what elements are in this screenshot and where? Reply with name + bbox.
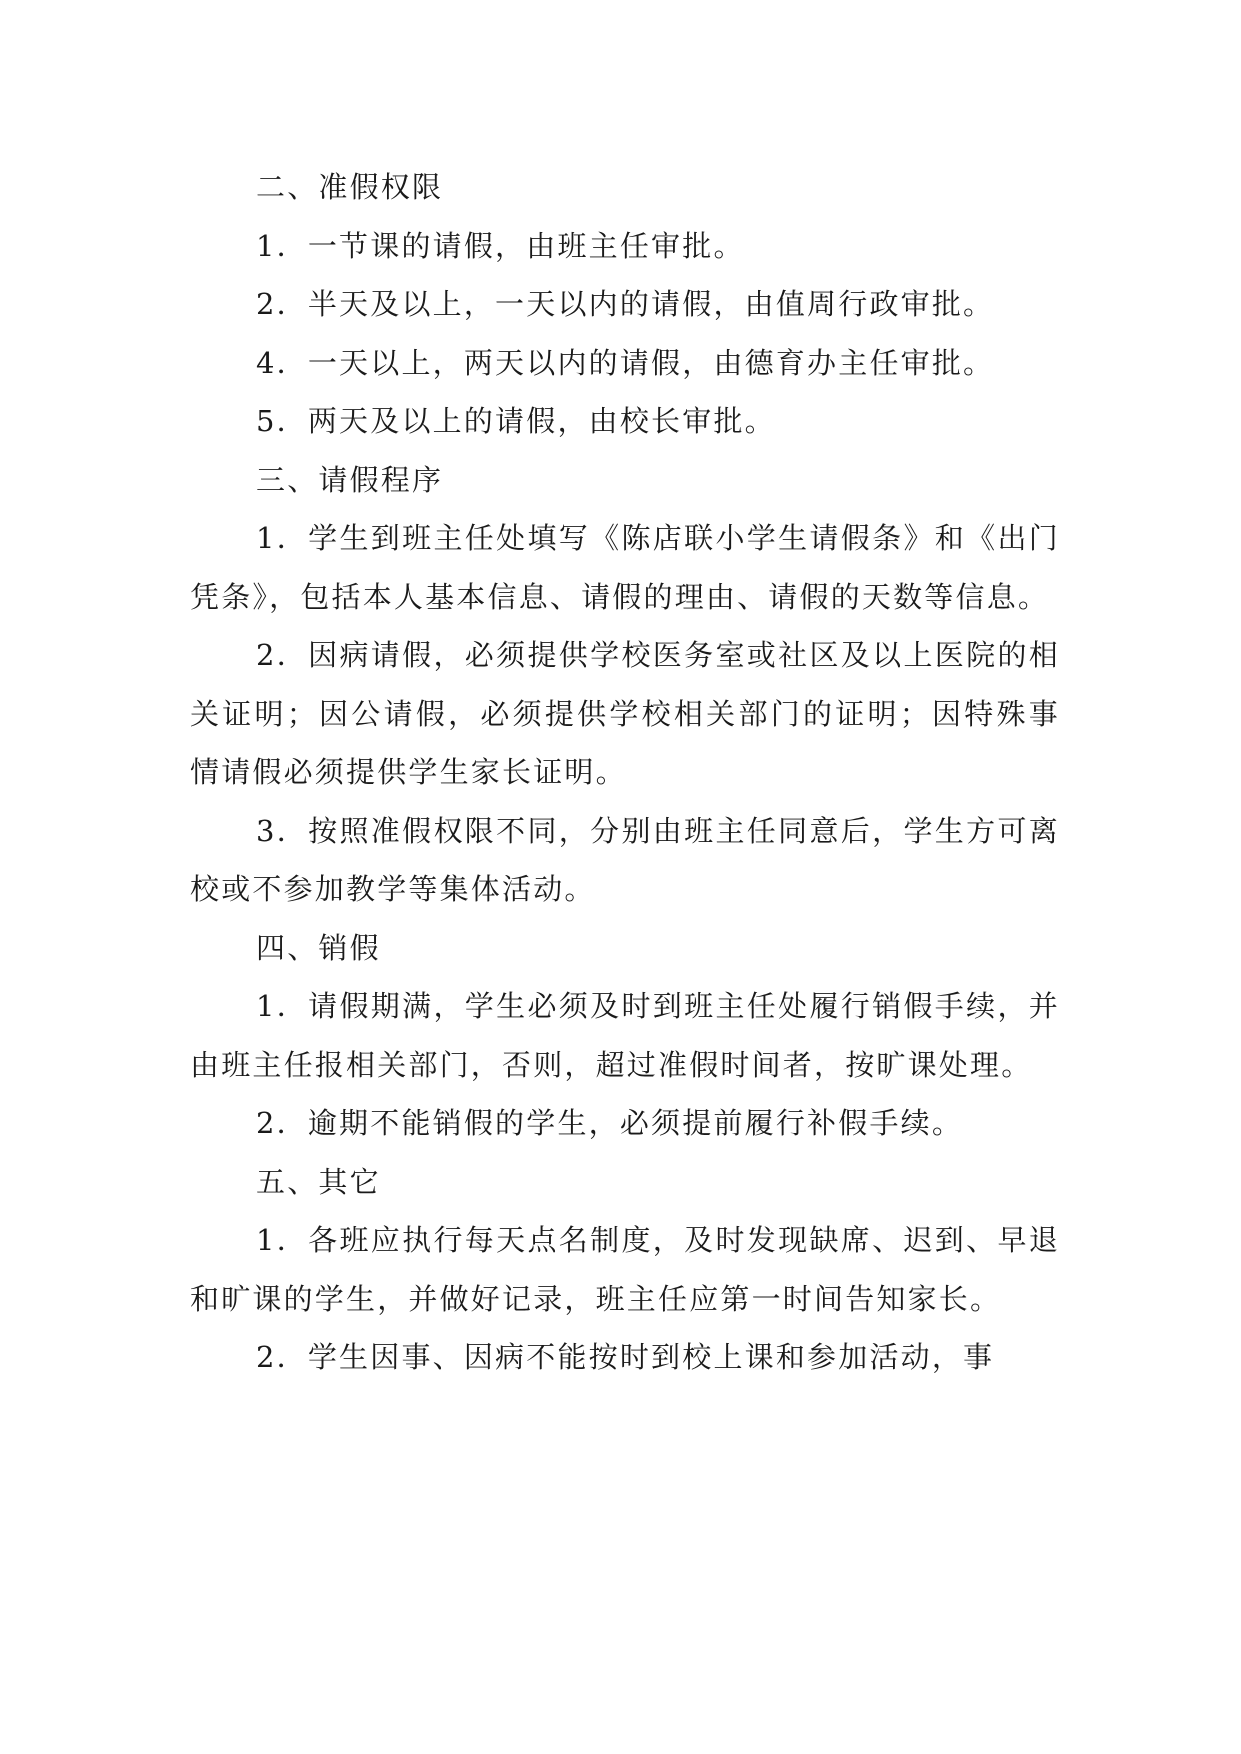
paragraph: 3．按照准假权限不同，分别由班主任同意后，学生方可离校或不参加教学等集体活动。 bbox=[190, 813, 1060, 906]
section-heading-cancel-leave: 四、销假 bbox=[256, 930, 381, 965]
paragraph: 2．因病请假，必须提供学校医务室或社区及以上医院的相关证明；因公请假，必须提供学校相关部门的证明；因特殊事情请假必须提供学生家长证明。 bbox=[190, 638, 1060, 789]
paragraph: 1．学生到班主任处填写《陈店联小学生请假条》和《出门凭条》，包括本人基本信息、请假的理由、请假的天数等信息。 bbox=[190, 521, 1060, 614]
paragraph: 2．学生因事、因病不能按时到校上课和参加活动，事 bbox=[256, 1340, 995, 1374]
paragraph: 1．请假期满，学生必须及时到班主任处履行销假手续，并由班主任报相关部门，否则，超过准假时间者，按旷课处理。 bbox=[190, 989, 1060, 1082]
paragraph: 5．两天及以上的请假，由校长审批。 bbox=[256, 404, 776, 438]
section-heading-approval-authority: 二、准假权限 bbox=[256, 170, 444, 204]
paragraph: 2．逾期不能销假的学生，必须提前履行补假手续。 bbox=[256, 1106, 964, 1140]
paragraph: 4．一天以上，两天以内的请假，由德育办主任审批。 bbox=[256, 345, 995, 380]
paragraph: 2．半天及以上，一天以内的请假，由值周行政审批。 bbox=[256, 287, 995, 321]
document-body bbox=[190, 158, 1060, 1387]
section-heading-other: 五、其它 bbox=[256, 1164, 381, 1199]
paragraph: 1．各班应执行每天点名制度，及时发现缺席、迟到、早退和旷课的学生，并做好记录，班主任应第一时间告知家长。 bbox=[190, 1223, 1060, 1316]
paragraph: 1．一节课的请假，由班主任审批。 bbox=[256, 228, 745, 263]
section-heading-leave-procedure: 三、请假程序 bbox=[256, 462, 444, 497]
